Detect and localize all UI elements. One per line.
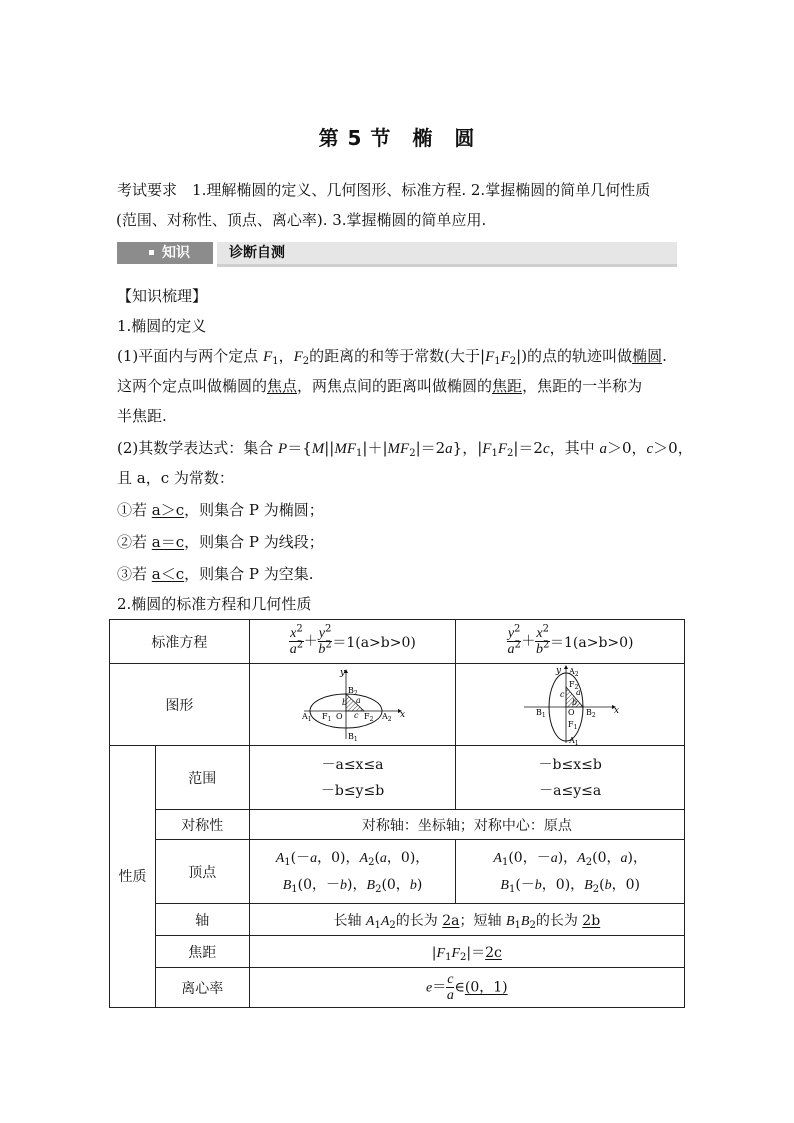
header-eccentricity: 离心率 — [155, 968, 249, 1008]
section-heading: 诊断自测 — [217, 242, 677, 264]
case-1: ①若 a＞c，则集合 P 为椭圆； — [117, 501, 324, 519]
svg-text:c: c — [353, 710, 358, 720]
case-2: ②若 a＝c，则集合 P 为线段； — [117, 533, 324, 551]
svg-text:B2: $B_2$ — [347, 685, 358, 697]
svg-text:F2: $F_2$ — [569, 679, 579, 691]
term-ellipse: 椭圆 — [632, 347, 663, 365]
svg-text:x: x — [614, 705, 620, 716]
vertical-ellipse-figure — [520, 665, 620, 745]
svg-text:F1: $F_1$ — [321, 711, 331, 723]
ellipse-properties-table — [109, 619, 685, 1008]
header-properties: 性质 — [110, 746, 156, 1008]
bullet-square-icon — [149, 250, 154, 255]
header-range: 范围 — [155, 746, 249, 810]
svg-text:x: x — [399, 709, 405, 720]
svg-text:F2: $F_2$ — [363, 711, 373, 723]
definition-paragraph-3: 半焦距. — [117, 407, 167, 425]
svg-text:y: y — [339, 667, 345, 678]
term-focal-distance: 焦距 — [492, 377, 523, 395]
header-focal-distance: 焦距 — [155, 936, 249, 968]
section-bar — [117, 242, 677, 264]
header-symmetry: 对称性 — [155, 810, 249, 840]
exam-requirements-line2: (范围、对称性、顶点、离心率). 3.掌握椭圆的简单应用. — [116, 211, 487, 229]
focal-distance-value: $|F_1F_2|=2c$ — [249, 936, 684, 968]
section-tag: 知识 — [117, 242, 213, 264]
definition-paragraph-1: (1)平面内与两个定点 $F_1$，$F_2$的距离的和等于常数(大于$|F_1F_2|$)的点的轨迹叫做椭圆. — [117, 347, 667, 367]
exam-requirements-line1: 考试要求 1.理解椭圆的定义、几何图形、标准方程. 2.掌握椭圆的简单几何性质 — [117, 181, 651, 199]
svg-text:B1: $B_1$ — [536, 707, 546, 719]
definition-title: 1.椭圆的定义 — [117, 317, 207, 335]
svg-text:A2: $A_2$ — [569, 666, 579, 678]
horizontal-ellipse-figure — [298, 667, 408, 743]
constants-note: 且 a，c 为常数： — [117, 469, 234, 487]
symmetry-value: 对称轴：坐标轴；对称中心：原点 — [249, 810, 684, 840]
knowledge-heading: 【知识梳理】 — [117, 287, 208, 305]
range-horizontal: －a≤x≤a －b≤y≤b — [249, 746, 456, 810]
axis-value: 长轴 $A_1A_2$的长为 2a；短轴 $B_1B_2$的长为 2b — [249, 904, 684, 936]
page-title: 第 5 节 椭 圆 — [318, 126, 476, 150]
svg-text:B1: $B_1$ — [347, 731, 358, 743]
vertex-horizontal: $A_1(-a$，0)，$A_2(a$，0)， $B_1(0$，－b)，$B_2(0$，b) — [249, 840, 456, 904]
equation-horizontal: $\frac{x^2}{a^2}$ ＋ $\frac{y^2}{b^2}$ ＝1(a>b>0) — [249, 620, 456, 664]
svg-text:F1: $F_1$ — [568, 719, 578, 731]
svg-text:A1: $A_1$ — [569, 735, 579, 745]
svg-text:a: a — [576, 687, 581, 697]
svg-text:b: b — [572, 697, 578, 707]
svg-text:y: y — [556, 665, 562, 676]
header-figure: 图形 — [110, 664, 250, 746]
svg-text:A2: $A_2$ — [381, 711, 392, 723]
svg-text:c: c — [560, 689, 565, 699]
svg-text:O: O — [335, 711, 343, 721]
header-vertex: 顶点 — [155, 840, 249, 904]
figure-vertical-ellipse — [456, 664, 685, 746]
svg-text:B2: $B_2$ — [586, 707, 596, 719]
header-standard-equation: 标准方程 — [110, 620, 250, 664]
standard-equation-title: 2.椭圆的标准方程和几何性质 — [117, 595, 312, 613]
svg-text:a: a — [355, 695, 361, 705]
figure-horizontal-ellipse — [249, 664, 456, 746]
svg-text:b: b — [341, 697, 347, 707]
case-3: ③若 a＜c，则集合 P 为空集. — [117, 565, 314, 583]
header-axis: 轴 — [155, 904, 249, 936]
equation-vertical: $\frac{y^2}{a^2}$ ＋ $\frac{x^2}{b^2}$ ＝1(a>b>0) — [456, 620, 685, 664]
eccentricity-value: e＝ $\frac{c}{a}$ ∈(0，1) — [249, 968, 684, 1008]
svg-text:A1: $A_1$ — [301, 711, 312, 723]
definition-paragraph-2: 这两个定点叫做椭圆的焦点，两焦点间的距离叫做椭圆的焦距，焦距的一半称为 — [117, 377, 643, 395]
math-expression: (2)其数学表达式：集合 $P=\{M||MF_1|+|MF_2|=2a\}$，$|F_1F_2|=2c$，其中 a＞0，c＞0， — [117, 439, 693, 459]
range-vertical: －b≤x≤b －a≤y≤a — [456, 746, 685, 810]
svg-text:O: O — [568, 707, 575, 717]
vertex-vertical: $A_1(0$，－a)，$A_2(0$，a)， $B_1(-b$，0)，$B_2(b$，0) — [456, 840, 685, 904]
requirements-label: 考试要求 — [117, 181, 178, 199]
term-foci: 焦点 — [267, 377, 298, 395]
